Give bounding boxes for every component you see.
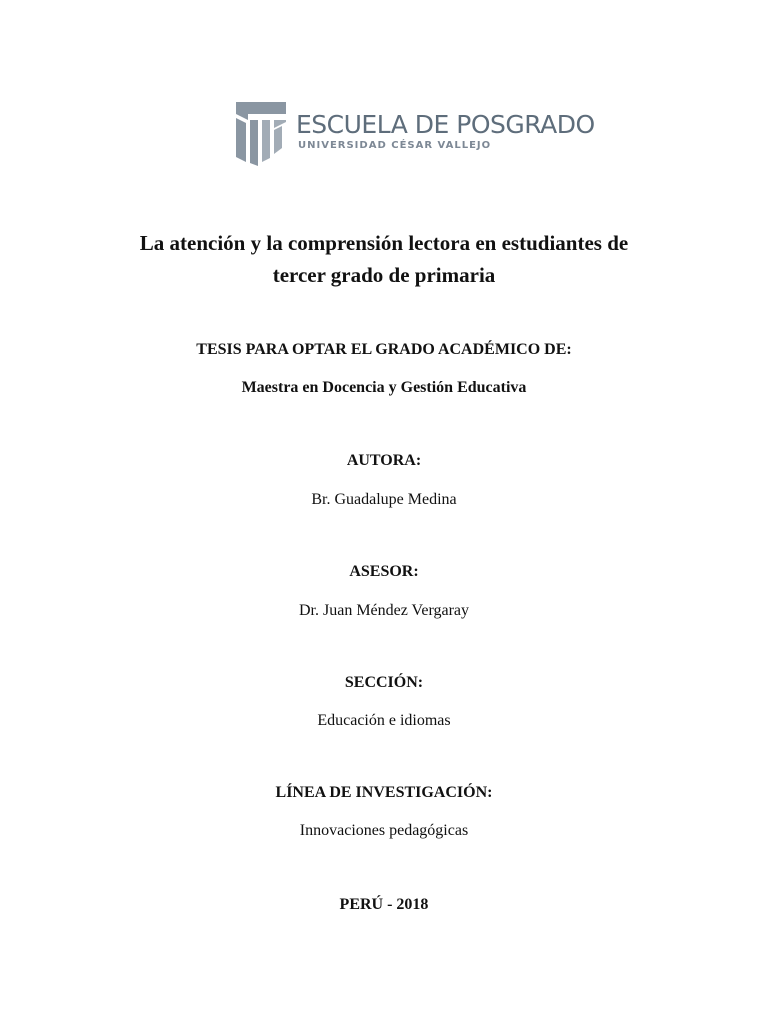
logo-subtitle: UNIVERSIDAD CÉSAR VALLEJO <box>298 140 492 151</box>
place-year: PERÚ - 2018 <box>339 896 429 913</box>
advisor-heading: ASESOR: <box>349 563 419 580</box>
logo-title: ESCUELA DE POSGRADO <box>296 110 595 139</box>
author-name: Br. Guadalupe Medina <box>311 491 457 508</box>
university-emblem-icon <box>234 100 288 166</box>
advisor-name: Dr. Juan Méndez Vergaray <box>298 602 470 619</box>
research-line-value: Innovaciones pedagógicas <box>299 822 469 839</box>
section-heading: SECCIÓN: <box>344 674 424 691</box>
thesis-title-line-1: La atención y la comprensión lectora en estudiantes de <box>139 231 629 255</box>
degree-heading: TESIS PARA OPTAR EL GRADO ACADÉMICO DE: <box>196 341 572 358</box>
thesis-title-line-2: tercer grado de primaria <box>272 263 496 287</box>
university-logo <box>234 100 595 168</box>
research-line-heading: LÍNEA DE INVESTIGACIÓN: <box>275 784 493 801</box>
author-heading: AUTORA: <box>346 452 422 469</box>
section-value: Educación e idiomas <box>317 712 451 729</box>
degree-name: Maestra en Docencia y Gestión Educativa <box>241 379 527 396</box>
